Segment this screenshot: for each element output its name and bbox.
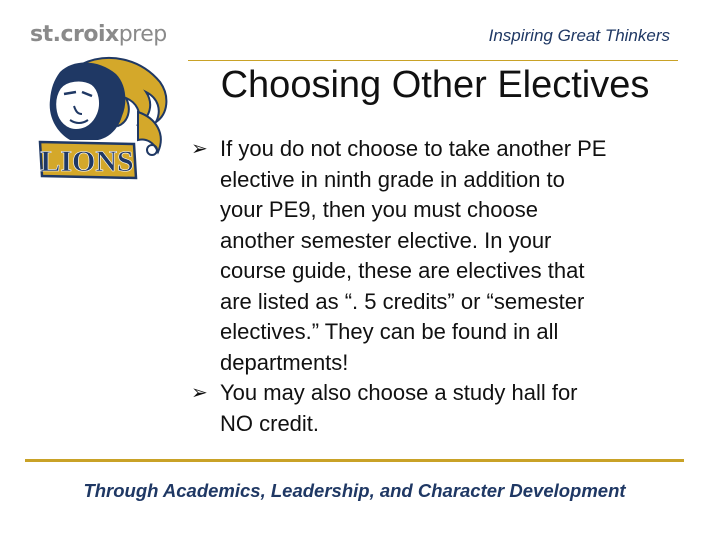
bullet-list	[188, 134, 688, 439]
school-logo-text	[30, 22, 167, 47]
bullet-line: departments!	[220, 349, 349, 375]
arrow-bullet-icon: ➢	[191, 382, 208, 404]
bullet-line: NO credit.	[220, 410, 320, 436]
footer-motto: Through Academics, Leadership, and Character Development	[83, 480, 626, 501]
bullet-line: your PE9, then you must choose	[220, 197, 538, 222]
bullet-line: are listed as “. 5 credits” or “semester	[220, 288, 585, 314]
bullet-item	[188, 378, 688, 439]
bullet-line: elective in ninth grade in addition to	[220, 166, 565, 192]
bullet-line: another semester elective. In your	[220, 227, 552, 253]
bullet-line: If you do not choose to take another PE	[220, 136, 607, 161]
slide-title: Choosing Other Electives	[220, 64, 650, 106]
logo-mascot-text: LIONS	[40, 145, 134, 178]
logo-text-light: prep	[118, 22, 167, 47]
bullet-item	[188, 134, 688, 378]
arrow-bullet-icon: ➢	[191, 138, 208, 160]
bullet-line: You may also choose a study hall for	[220, 380, 578, 405]
bullet-line: electives.” They can be found in all	[220, 319, 559, 344]
logo-text-bold: st.croix	[30, 22, 119, 47]
school-tagline: Inspiring Great Thinkers	[488, 26, 670, 45]
lion-mascot-icon	[30, 52, 174, 187]
header-divider	[188, 60, 678, 61]
bullet-line: course guide, these are electives that	[220, 258, 585, 283]
footer-divider	[25, 459, 684, 462]
